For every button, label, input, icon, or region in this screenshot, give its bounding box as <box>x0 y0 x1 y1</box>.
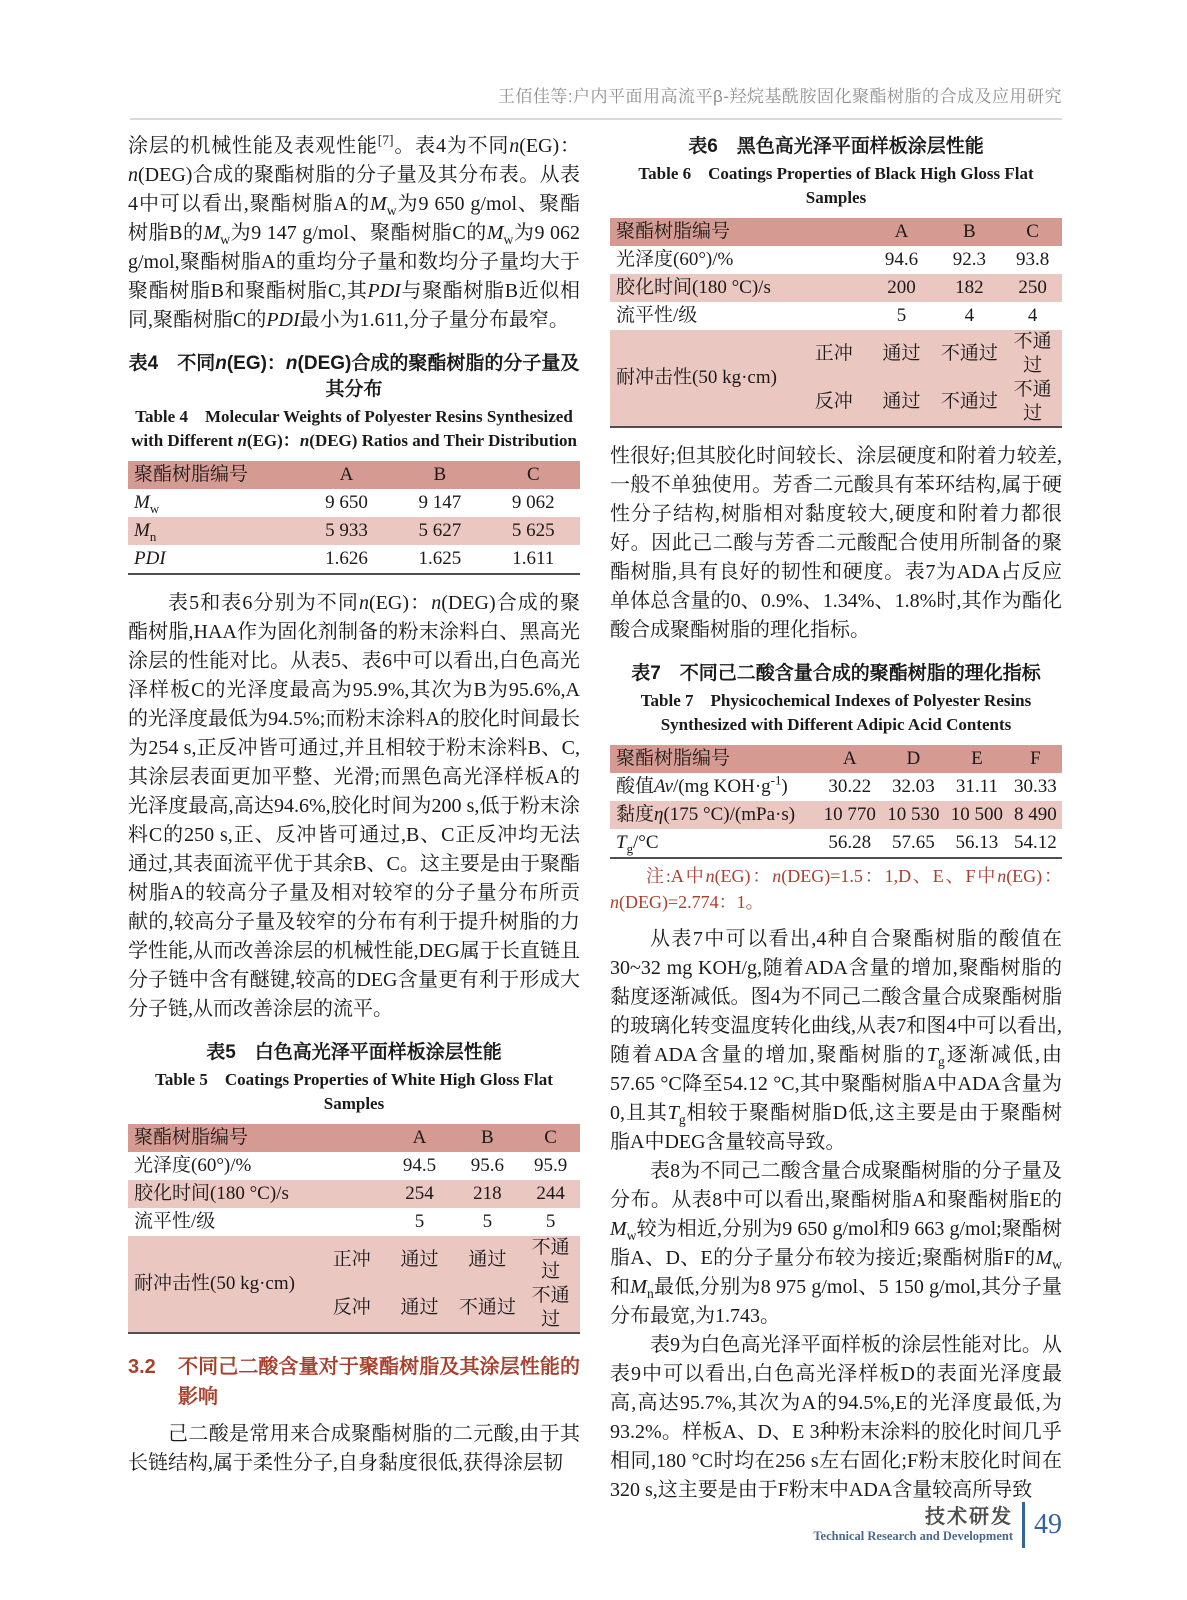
table-row <box>128 1180 580 1208</box>
table-cell: 32.03 <box>891 776 935 797</box>
table4-caption-zh: 表4 不同n(EG)：n(DEG)合成的聚酯树脂的分子量及其分布 <box>128 353 580 400</box>
table-cell: 4 <box>964 305 975 326</box>
table-header-row <box>128 461 580 489</box>
table7-note: 注:A中n(EG)：n(DEG)=1.5：1,D、E、F中n(EG)：n(DEG)=2.774：1。 <box>610 866 1063 912</box>
table-cell: 95.9 <box>533 1155 568 1176</box>
table-header-cell: B <box>433 464 447 485</box>
table-cell: 182 <box>955 277 984 298</box>
table-cell: 5 625 <box>511 520 555 541</box>
table-cell: PDI <box>134 548 166 569</box>
left-paragraph-3: 己二酸是常用来合成聚酯树脂的二元酸,由于其长链结构,属于柔性分子,自身黏度很低,获得涂层韧 <box>128 1423 580 1474</box>
table-row <box>610 330 1062 378</box>
table6-caption <box>610 134 1062 210</box>
table-cell: 耐冲击性(50 kg·cm) <box>616 367 777 388</box>
right-paragraph-1: 性很好;但其胶化时间较长、涂层硬度和附着力较差,一般不单独使用。芳香二元酸具有苯环结构,属于硬性分子结构,树脂相对黏度较大,硬度和附着力都很好。因此己二酸与芳香二元酸配合使用所制备的聚酯树脂,具有良好的韧性和硬度。表7为ADA占反应单体总含量的0、0.9%、1.34%、1.8%时,其作为酯化酸合成聚酯树脂的理化指标。 <box>610 445 1062 641</box>
table6-caption-en: Table 6 Coatings Properties of Black High Gloss Flat Samples <box>638 164 1034 207</box>
table-cell: 通过 <box>882 391 921 412</box>
right-paragraph-2: 从表7中可以看出,4种自合聚酯树脂的酸值在30~32 mg KOH/g,随着ADA含量的增加,聚酯树脂的黏度逐渐减低。图4为不同己二酸含量合成聚酯树脂的玻璃化转变温度转化曲线,从表7和图4中可以看出,随着ADA含量的增加,聚酯树脂的$T_g$逐渐减低,由57.65 °C降至54.12 °C,其中聚酯树脂A中ADA含量为0,且其$T_g$相较于聚酯树脂D低,这主要是由于聚酯树脂A中DEG含量较高导致。 <box>610 928 1063 1153</box>
table-header-cell: B <box>962 221 976 242</box>
table-cell: 54.12 <box>1013 832 1057 853</box>
table5-caption-zh: 表5 白色高光泽平面样板涂层性能 <box>206 1042 502 1063</box>
table-row <box>128 1152 580 1180</box>
table-row <box>610 773 1062 801</box>
table-cell: 30.22 <box>828 776 872 797</box>
table7-caption-zh: 表7 不同己二酸含量合成的聚酯树脂的理化指标 <box>631 663 1041 684</box>
table4 <box>128 461 580 575</box>
table4-caption-en: Table 4 Molecular Weights of Polyester Resins Synthesized with Different n(EG)：n(DEG) Ratios and Their Distribution <box>131 407 577 450</box>
table-cell: 5 627 <box>418 520 462 541</box>
table7 <box>610 745 1062 859</box>
table-cell: 57.65 <box>891 832 935 853</box>
right-paragraph-4: 表9为白色高光泽平面样板的涂层性能对比。从表9中可以看出,白色高光泽样板D的表面光泽度最高,高达95.7%,其次为A的94.5%,E的光泽度最低,为93.2%。样板A、D、E 3种粉末涂料的胶化时间几乎相同,180 °C时均在256 s左右固化;F粉末胶化时间在320 s,这主要是由于F粉末中ADA含量较高所导致 <box>610 1334 1062 1501</box>
left-paragraph-2: 表5和表6分别为不同n(EG)：n(DEG)合成的聚酯树脂,HAA作为固化剂制备的粉末涂料白、黑高光涂层的性能对比。从表5、表6中可以看出,白色高光泽样板C的光泽度最高为95.9%,其次为B为95.6%,A的光泽度最低为94.5%;而粉末涂料A的胶化时间最长为254 s,正反冲皆可通过,并且相较于粉末涂料B、C,其涂层表面更加平整、光滑;而黑色高光泽样板A的光泽度最高,高达94.6%,胶化时间为200 s,低于粉末涂料C的250 s,正、反冲皆可通过,B、C正反冲均无法通过,其表面流平优于其余B、C。这主要是由于聚酯树脂A的较高分子量及相对较窄的分子量分布所贡献的,较高分子量及较窄的分布有利于提升树脂的力学性能,从而改善涂层的机械性能,DEG属于长直链且分子链中含有醚键,较高的DEG含量更有利于形成大分子链,从而改善涂层的流平。 <box>128 592 581 1020</box>
table-header-cell: 聚酯树脂编号 <box>134 464 249 485</box>
table-cell: 93.8 <box>1015 249 1050 270</box>
table-header-row <box>128 1124 580 1152</box>
table-cell: 56.28 <box>828 832 872 853</box>
table6 <box>610 218 1062 428</box>
table-row <box>610 274 1062 302</box>
table-cell: 1.625 <box>418 548 462 569</box>
right-column <box>610 132 1062 1505</box>
table-cell: 94.6 <box>884 249 919 270</box>
table-header-cell: 聚酯树脂编号 <box>616 221 731 242</box>
table-cell: 不通过 <box>940 343 998 364</box>
table-cell: $T_g/^\circ C$ <box>616 832 659 856</box>
table-cell: 9 650 <box>325 492 368 513</box>
table-cell: 酸值Av/(mg $KOH\cdot g^{-1}$) <box>616 772 788 797</box>
table-cell: 胶化时间(180 °C)/s <box>616 277 771 298</box>
table-cell: 通过 <box>400 1249 439 1270</box>
table-cell: $M_w$ <box>134 492 160 516</box>
table-cell: 耐冲击性(50 kg·cm) <box>134 1273 295 1294</box>
table6-caption-zh: 表6 黑色高光泽平面样板涂层性能 <box>688 136 984 157</box>
table-header-cell: B <box>480 1127 494 1148</box>
table-header-cell: A <box>412 1127 427 1148</box>
table-cell: 30.33 <box>1013 776 1057 797</box>
table-row <box>610 302 1062 330</box>
table-cell: 不通过 <box>531 1237 570 1282</box>
table-row <box>610 801 1062 829</box>
section-title: 不同己二酸含量对于聚酯树脂及其涂层性能的影响 <box>178 1356 580 1408</box>
table-cell: 8 490 <box>1013 804 1057 825</box>
table7-caption-en: Table 7 Physicochemical Indexes of Polyester Resins Synthesized with Different Adipic Acid Contents <box>640 691 1032 734</box>
table-header-cell: F <box>1030 748 1041 769</box>
table-cell: 反冲 <box>332 1297 371 1318</box>
table-header-cell: A <box>894 221 909 242</box>
table-cell: 31.11 <box>955 776 998 797</box>
table-cell: 9 062 <box>511 492 555 513</box>
table-row <box>128 545 580 574</box>
table-cell: 244 <box>536 1183 565 1204</box>
section-heading-3-2 <box>128 1352 580 1412</box>
table-cell: 通过 <box>882 343 921 364</box>
table-cell: 10 770 <box>823 804 876 825</box>
table-cell: 流平性/级 <box>616 305 698 326</box>
table-header-cell: C <box>544 1127 557 1148</box>
table-row <box>128 489 580 517</box>
table-cell: 光泽度(60°)/% <box>134 1155 252 1176</box>
table-header-cell: C <box>1026 221 1039 242</box>
table-cell: 200 <box>887 277 916 298</box>
table-cell: 5 <box>545 1211 556 1232</box>
table-header-cell: A <box>842 748 857 769</box>
page-number: 49 <box>1034 1509 1062 1540</box>
table-cell: 通过 <box>468 1249 507 1270</box>
table-cell: 5 <box>896 305 907 326</box>
table-cell: 通过 <box>400 1297 439 1318</box>
page-footer <box>813 1502 1062 1548</box>
table-cell: 反冲 <box>814 391 853 412</box>
running-head: 王佰佳等:户内平面用高流平β-羟烷基酰胺固化聚酯树脂的合成及应用研究 <box>130 82 1062 120</box>
right-paragraph-3: 表8为不同己二酸含量合成聚酯树脂的分子量及分布。从表8中可以看出,聚酯树脂A和聚酯树脂E的$M_w$较为相近,分别为9 650 g/mol和9 663 g/mol;聚酯树脂A、D、E的分子量分布较为接近;聚酯树脂F的$M_w$和$M_n$最低,分别为8 975 g/mol、5 150 g/mol,其分子量分布最宽,为1.743。 <box>610 1160 1063 1327</box>
table5-caption <box>128 1040 580 1116</box>
table-cell: 9 147 <box>418 492 462 513</box>
table-header-cell: 聚酯树脂编号 <box>134 1127 249 1148</box>
table-cell: 95.6 <box>470 1155 504 1176</box>
table-header-row <box>610 218 1062 246</box>
table-header-cell: A <box>339 464 354 485</box>
section-number: 3.2 <box>128 1356 156 1378</box>
footer-label-en: Technical Research and Development <box>813 1529 1013 1543</box>
two-column-body <box>128 132 1062 1505</box>
table-cell: 不通过 <box>1013 331 1052 376</box>
table-row <box>610 246 1062 274</box>
table-cell: 1.611 <box>512 548 555 569</box>
table-cell: 218 <box>473 1183 502 1204</box>
footer-label-zh: 技术研发 <box>925 1506 1013 1528</box>
table-cell: 94.5 <box>402 1155 437 1176</box>
table-header-cell: 聚酯树脂编号 <box>616 748 731 769</box>
table-row <box>610 829 1062 858</box>
table-cell: 5 <box>482 1211 493 1232</box>
table-header-cell: C <box>526 464 540 485</box>
table-cell: 光泽度(60°)/% <box>616 249 734 270</box>
table5 <box>128 1124 580 1334</box>
table-cell: 黏度η(175 °C)/(mPa·s) <box>616 804 796 825</box>
table-row <box>128 1236 580 1284</box>
table-cell: $M_n$ <box>134 520 157 544</box>
table-cell: 5 <box>414 1211 425 1232</box>
table-cell: 不通过 <box>531 1285 570 1330</box>
left-column <box>128 132 580 1505</box>
table-cell: 56.13 <box>955 832 999 853</box>
table-header-row <box>610 745 1062 773</box>
table-cell: 正冲 <box>332 1249 371 1270</box>
table-cell: 不通过 <box>458 1297 516 1318</box>
table-header-cell: D <box>906 748 921 769</box>
table-row <box>128 517 580 545</box>
footer-divider-bar <box>1022 1502 1025 1548</box>
left-paragraph-1: 涂层的机械性能及表观性能[7]。表4为不同n(EG)：n(DEG)合成的聚酯树脂的分子量及其分布表。从表4中可以看出,聚酯树脂A的$M_w$为9 650 g/mol、聚酯树脂B的$M_w$为9 147 g/mol、聚酯树脂C的$M_w$为9 062 g/mol,聚酯树脂A的重均分子量和数均分子量均大于聚酯树脂B和聚酯树脂C,其PDI与聚酯树脂B近似相同,聚酯树脂C的PDI最小为1.611,分子量分布最窄。 <box>128 132 581 331</box>
table-cell: 254 <box>405 1183 434 1204</box>
table-cell: 10 500 <box>950 804 1004 825</box>
table-row <box>128 1208 580 1236</box>
table-cell: 流平性/级 <box>134 1211 216 1232</box>
table-cell: 5 933 <box>325 520 368 541</box>
table-cell: 4 <box>1027 305 1038 326</box>
table4-caption <box>128 351 580 453</box>
table-cell: 胶化时间(180 °C)/s <box>134 1183 289 1204</box>
table7-caption <box>610 661 1062 737</box>
table-cell: 不通过 <box>940 391 998 412</box>
table-cell: 1.626 <box>325 548 368 569</box>
footer-section-label <box>813 1506 1013 1544</box>
table5-caption-en: Table 5 Coatings Properties of White High Gloss Flat Samples <box>155 1070 553 1113</box>
table-cell: 92.3 <box>952 249 986 270</box>
table-cell: 10 530 <box>887 804 940 825</box>
table-cell: 正冲 <box>814 343 853 364</box>
table-cell: 250 <box>1018 277 1047 298</box>
table-cell: 不通过 <box>1013 379 1052 424</box>
table-header-cell: E <box>971 748 983 769</box>
